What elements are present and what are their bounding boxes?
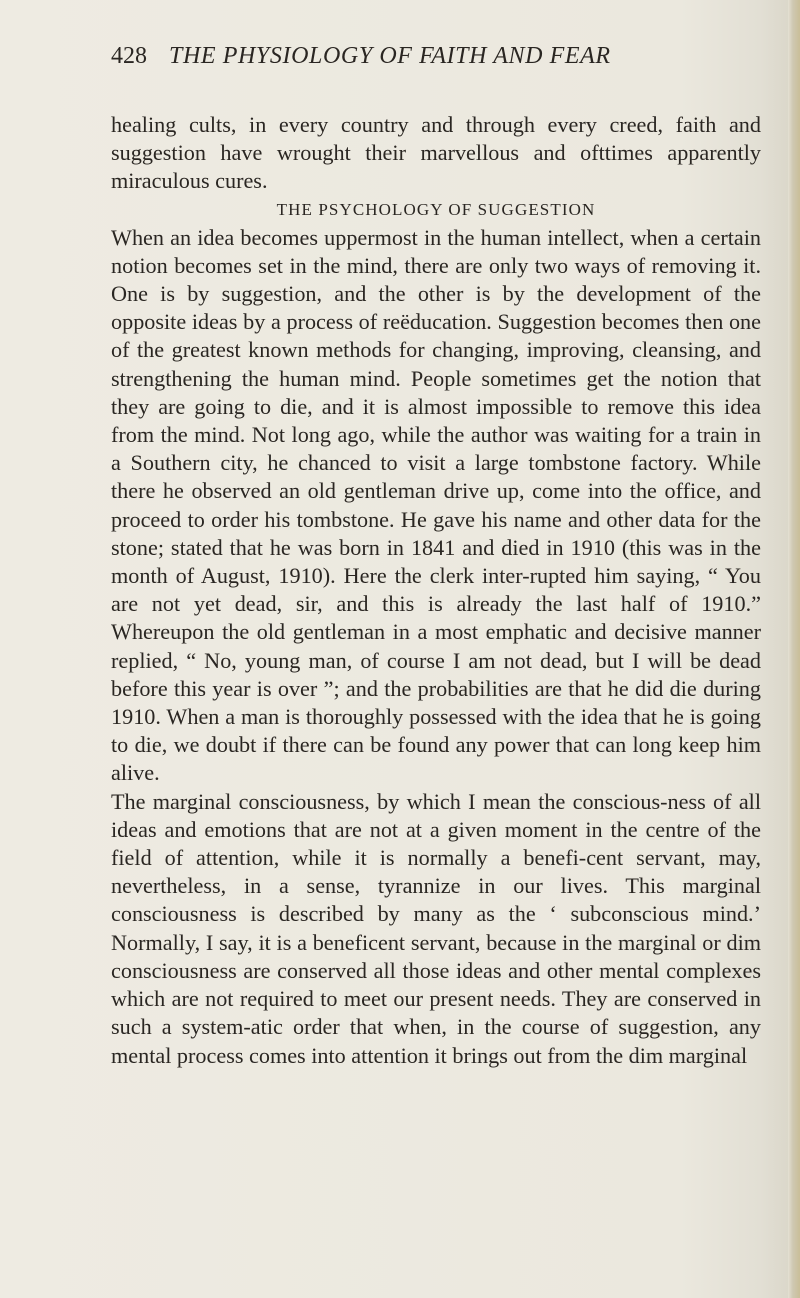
body-text bbox=[111, 111, 761, 1070]
paragraph: When an idea becomes uppermost in the human intellect, when a certain notion becomes set in the mind, there are only two ways of removing it. One is by suggestion, and the other is by the development of the opposite ideas by a process of reëducation. Suggestion becomes then one of the greatest known methods for changing, improving, cleansing, and strengthening the human mind. People sometimes get the notion that they are going to die, and it is almost impossible to remove this idea from the mind. Not long ago, while the author was waiting for a train in a Southern city, he chanced to visit a large tombstone factory. While there he observed an old gentleman drive up, come into the office, and proceed to order his tombstone. He gave his name and other data for the stone; stated that he was born in 1841 and died in 1910 (this was in the month of August, 1910). Here the clerk inter-rupted him saying, “ You are not yet dead, sir, and this is already the last half of 1910.” Whereupon the old gentleman in a most emphatic and decisive manner replied, “ No, young man, of course I am not dead, but I will be dead before this year is over ”; and the probabilities are that he did die during 1910. When a man is thoroughly possessed with the idea that he is going to die, we doubt if there can be found any power that can long keep him alive. bbox=[111, 224, 761, 786]
running-title: THE PHYSIOLOGY OF FAITH AND FEAR bbox=[169, 43, 611, 69]
running-header bbox=[111, 40, 731, 72]
paragraph: healing cults, in every country and through every creed, faith and suggestion have wrought their marvellous and ofttimes apparently miraculous cures. bbox=[111, 112, 761, 194]
paragraph: The marginal consciousness, by which I mean the conscious-ness of all ideas and emotions that are not at a given moment in the centre of the field of attention, while it is normally a benefi-cent servant, may, nevertheless, in a sense, tyrannize in our lives. This marginal consciousness is described by many as the ‘ subconscious mind.’ Normally, I say, it is a beneficent servant, because in the marginal or dim consciousness are conserved all those ideas and other mental complexes which are not required to meet our present needs. They are conserved in such a system-atic order that when, in the course of suggestion, any mental process comes into attention it brings out from the dim marginal bbox=[111, 788, 761, 1068]
page-edge bbox=[788, 0, 800, 1298]
section-heading: THE PSYCHOLOGY OF SUGGESTION bbox=[276, 199, 596, 219]
page-number: 428 bbox=[111, 43, 147, 69]
